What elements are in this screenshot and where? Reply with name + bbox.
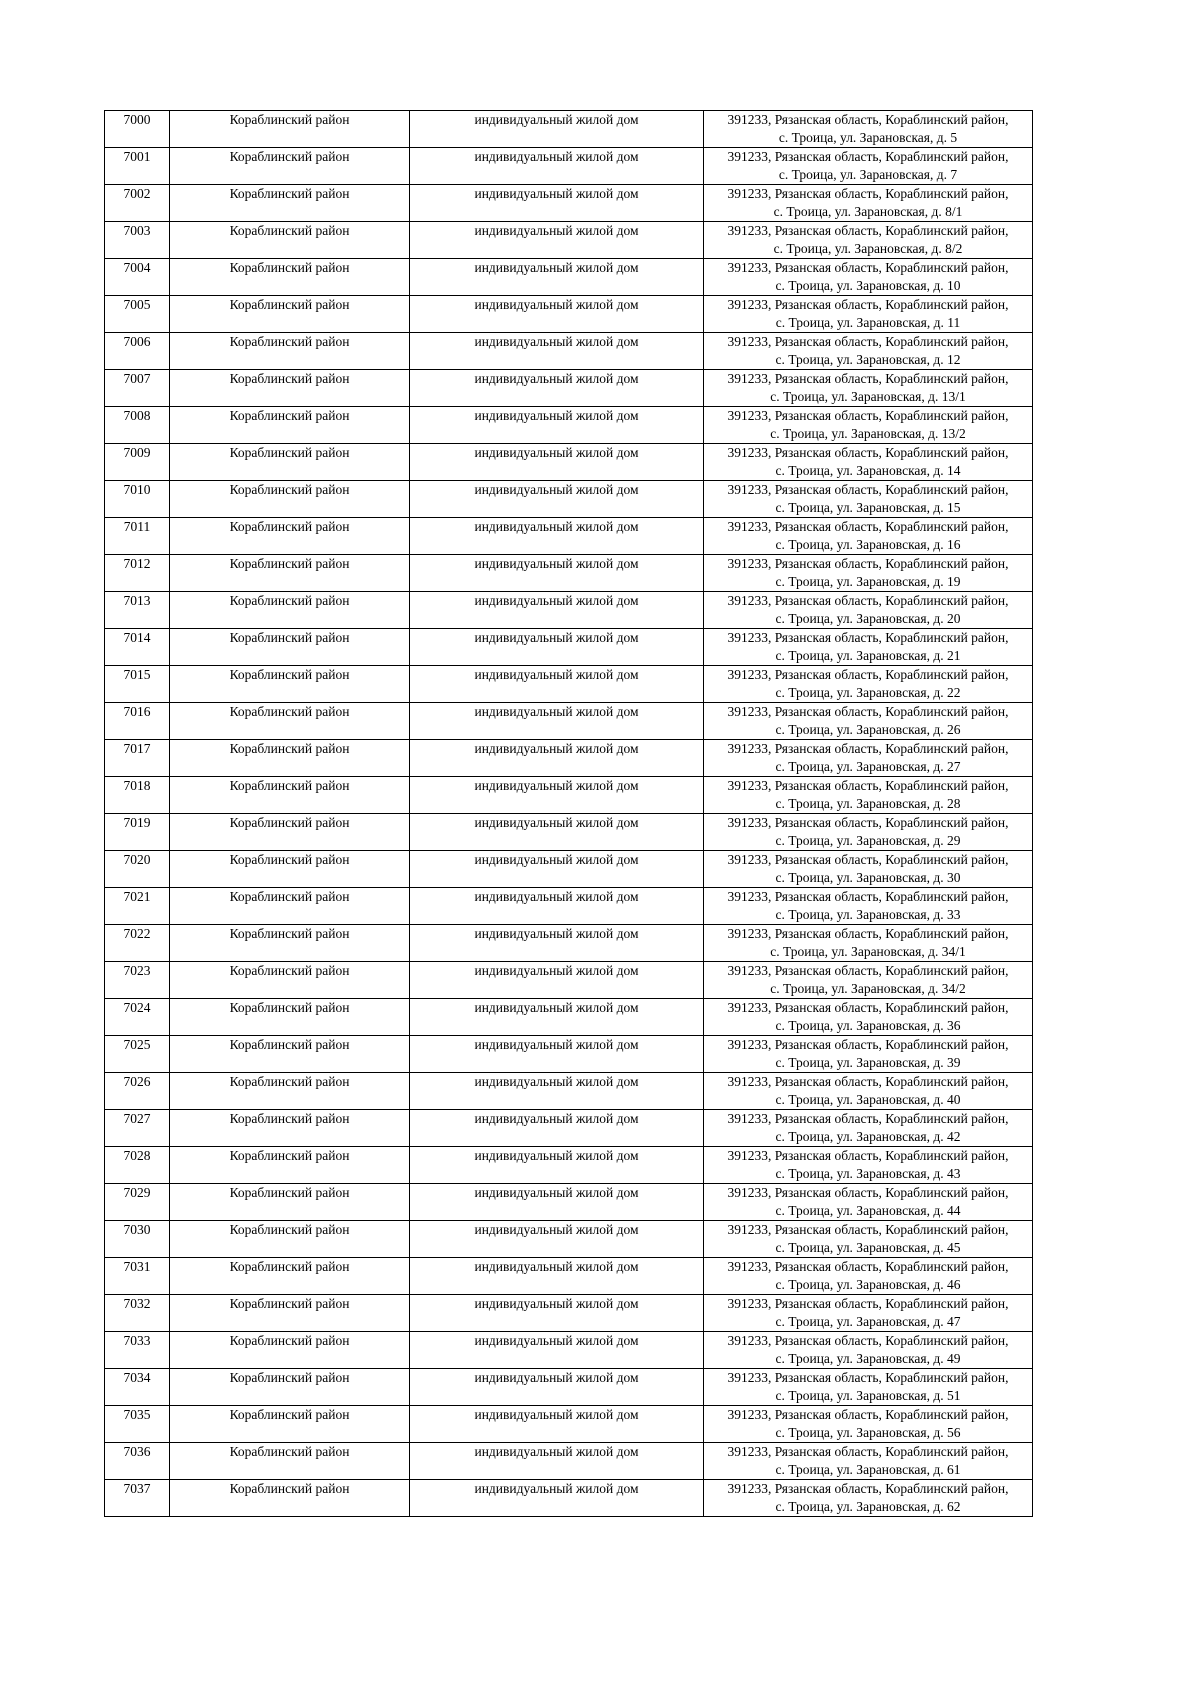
row-district: Кораблинский район (170, 1147, 410, 1184)
row-object-type: индивидуальный жилой дом (410, 1036, 704, 1073)
address-line-1: 391233, Рязанская область, Кораблинский район, (727, 260, 1009, 275)
address-line-2: с. Троица, ул. Зарановская, д. 33 (775, 907, 961, 922)
table-row (105, 222, 1033, 259)
address-line-1: 391233, Рязанская область, Кораблинский район, (727, 1333, 1009, 1348)
table-row (105, 1369, 1033, 1406)
row-district: Кораблинский район (170, 703, 410, 740)
row-object-type: индивидуальный жилой дом (410, 962, 704, 999)
row-address (704, 962, 1033, 999)
row-district: Кораблинский район (170, 148, 410, 185)
row-district: Кораблинский район (170, 629, 410, 666)
row-object-type: индивидуальный жилой дом (410, 444, 704, 481)
row-number: 7029 (105, 1184, 170, 1221)
row-object-type: индивидуальный жилой дом (410, 925, 704, 962)
address-line-1: 391233, Рязанская область, Кораблинский район, (727, 1222, 1009, 1237)
row-district: Кораблинский район (170, 999, 410, 1036)
row-object-type: индивидуальный жилой дом (410, 1073, 704, 1110)
row-number: 7003 (105, 222, 170, 259)
row-address (704, 259, 1033, 296)
row-address (704, 1480, 1033, 1517)
address-line-1: 391233, Рязанская область, Кораблинский район, (727, 1259, 1009, 1274)
table-row (105, 370, 1033, 407)
address-line-1: 391233, Рязанская область, Кораблинский район, (727, 334, 1009, 349)
address-line-1: 391233, Рязанская область, Кораблинский район, (727, 519, 1009, 534)
row-district: Кораблинский район (170, 518, 410, 555)
row-address (704, 888, 1033, 925)
row-number: 7013 (105, 592, 170, 629)
row-number: 7007 (105, 370, 170, 407)
row-number: 7031 (105, 1258, 170, 1295)
address-line-2: с. Троица, ул. Зарановская, д. 56 (775, 1425, 961, 1440)
address-line-2: с. Троица, ул. Зарановская, д. 47 (775, 1314, 961, 1329)
address-line-1: 391233, Рязанская область, Кораблинский район, (727, 1074, 1009, 1089)
row-object-type: индивидуальный жилой дом (410, 259, 704, 296)
row-address (704, 814, 1033, 851)
table-row (105, 851, 1033, 888)
row-number: 7019 (105, 814, 170, 851)
table-row (105, 444, 1033, 481)
row-district: Кораблинский район (170, 555, 410, 592)
row-object-type: индивидуальный жилой дом (410, 481, 704, 518)
row-object-type: индивидуальный жилой дом (410, 1258, 704, 1295)
row-number: 7004 (105, 259, 170, 296)
row-object-type: индивидуальный жилой дом (410, 888, 704, 925)
row-address (704, 777, 1033, 814)
row-address (704, 1332, 1033, 1369)
address-line-1: 391233, Рязанская область, Кораблинский район, (727, 1370, 1009, 1385)
row-district: Кораблинский район (170, 1480, 410, 1517)
row-object-type: индивидуальный жилой дом (410, 148, 704, 185)
row-number: 7026 (105, 1073, 170, 1110)
table-row (105, 148, 1033, 185)
address-line-2: с. Троица, ул. Зарановская, д. 26 (775, 722, 961, 737)
address-line-2: с. Троица, ул. Зарановская, д. 13/1 (770, 389, 966, 404)
row-address (704, 592, 1033, 629)
row-address (704, 111, 1033, 148)
row-object-type: индивидуальный жилой дом (410, 185, 704, 222)
row-district: Кораблинский район (170, 1184, 410, 1221)
address-line-2: с. Троица, ул. Зарановская, д. 21 (775, 648, 961, 663)
row-address (704, 851, 1033, 888)
table-row (105, 1184, 1033, 1221)
row-number: 7017 (105, 740, 170, 777)
table-row (105, 999, 1033, 1036)
table-row (105, 1036, 1033, 1073)
address-line-2: с. Троица, ул. Зарановская, д. 61 (775, 1462, 961, 1477)
row-object-type: индивидуальный жилой дом (410, 1295, 704, 1332)
table-row (105, 666, 1033, 703)
address-line-2: с. Троица, ул. Зарановская, д. 8/2 (773, 241, 963, 256)
address-line-1: 391233, Рязанская область, Кораблинский район, (727, 1148, 1009, 1163)
row-number: 7008 (105, 407, 170, 444)
row-address (704, 1406, 1033, 1443)
address-line-1: 391233, Рязанская область, Кораблинский район, (727, 630, 1009, 645)
row-object-type: индивидуальный жилой дом (410, 555, 704, 592)
address-line-1: 391233, Рязанская область, Кораблинский район, (727, 408, 1009, 423)
table-row (105, 555, 1033, 592)
address-line-2: с. Троица, ул. Зарановская, д. 42 (775, 1129, 961, 1144)
row-object-type: индивидуальный жилой дом (410, 1184, 704, 1221)
table-row (105, 925, 1033, 962)
row-object-type: индивидуальный жилой дом (410, 1369, 704, 1406)
row-object-type: индивидуальный жилой дом (410, 370, 704, 407)
row-district: Кораблинский район (170, 1073, 410, 1110)
address-line-1: 391233, Рязанская область, Кораблинский район, (727, 1111, 1009, 1126)
row-object-type: индивидуальный жилой дом (410, 1221, 704, 1258)
row-number: 7011 (105, 518, 170, 555)
table-row (105, 962, 1033, 999)
row-district: Кораблинский район (170, 962, 410, 999)
row-number: 7020 (105, 851, 170, 888)
row-object-type: индивидуальный жилой дом (410, 703, 704, 740)
row-address (704, 407, 1033, 444)
row-object-type: индивидуальный жилой дом (410, 111, 704, 148)
address-line-1: 391233, Рязанская область, Кораблинский район, (727, 371, 1009, 386)
address-line-1: 391233, Рязанская область, Кораблинский район, (727, 926, 1009, 941)
table-row (105, 111, 1033, 148)
row-number: 7014 (105, 629, 170, 666)
address-line-2: с. Троица, ул. Зарановская, д. 62 (775, 1499, 961, 1514)
row-district: Кораблинский район (170, 888, 410, 925)
row-address (704, 999, 1033, 1036)
address-line-1: 391233, Рязанская область, Кораблинский район, (727, 1444, 1009, 1459)
table-row (105, 481, 1033, 518)
table-row (105, 185, 1033, 222)
address-line-2: с. Троица, ул. Зарановская, д. 7 (778, 167, 958, 182)
row-district: Кораблинский район (170, 814, 410, 851)
row-object-type: индивидуальный жилой дом (410, 296, 704, 333)
table-row (105, 333, 1033, 370)
row-address (704, 333, 1033, 370)
address-line-1: 391233, Рязанская область, Кораблинский район, (727, 297, 1009, 312)
address-line-2: с. Троица, ул. Зарановская, д. 34/1 (770, 944, 966, 959)
address-line-2: с. Троица, ул. Зарановская, д. 34/2 (770, 981, 966, 996)
row-object-type: индивидуальный жилой дом (410, 1332, 704, 1369)
row-district: Кораблинский район (170, 407, 410, 444)
row-district: Кораблинский район (170, 481, 410, 518)
row-number: 7037 (105, 1480, 170, 1517)
row-address (704, 1443, 1033, 1480)
row-address (704, 555, 1033, 592)
address-line-2: с. Троица, ул. Зарановская, д. 19 (775, 574, 961, 589)
row-address (704, 1073, 1033, 1110)
address-line-2: с. Троица, ул. Зарановская, д. 45 (775, 1240, 961, 1255)
address-line-1: 391233, Рязанская область, Кораблинский район, (727, 704, 1009, 719)
row-object-type: индивидуальный жилой дом (410, 740, 704, 777)
row-number: 7021 (105, 888, 170, 925)
row-object-type: индивидуальный жилой дом (410, 1443, 704, 1480)
address-line-1: 391233, Рязанская область, Кораблинский район, (727, 963, 1009, 978)
row-number: 7025 (105, 1036, 170, 1073)
table-row (105, 1443, 1033, 1480)
address-line-1: 391233, Рязанская область, Кораблинский район, (727, 1037, 1009, 1052)
row-number: 7015 (105, 666, 170, 703)
address-line-2: с. Троица, ул. Зарановская, д. 12 (775, 352, 961, 367)
row-address (704, 666, 1033, 703)
address-line-1: 391233, Рязанская область, Кораблинский район, (727, 223, 1009, 238)
row-object-type: индивидуальный жилой дом (410, 777, 704, 814)
row-address (704, 518, 1033, 555)
table-row (105, 518, 1033, 555)
table-row (105, 777, 1033, 814)
address-line-1: 391233, Рязанская область, Кораблинский район, (727, 445, 1009, 460)
address-line-1: 391233, Рязанская область, Кораблинский район, (727, 815, 1009, 830)
row-number: 7033 (105, 1332, 170, 1369)
address-line-1: 391233, Рязанская область, Кораблинский район, (727, 556, 1009, 571)
address-line-2: с. Троица, ул. Зарановская, д. 27 (775, 759, 961, 774)
row-address (704, 296, 1033, 333)
table-row (105, 1480, 1033, 1517)
address-line-2: с. Троица, ул. Зарановская, д. 5 (778, 130, 958, 145)
address-line-1: 391233, Рязанская область, Кораблинский район, (727, 112, 1009, 127)
row-district: Кораблинский район (170, 296, 410, 333)
address-line-1: 391233, Рязанская область, Кораблинский район, (727, 667, 1009, 682)
row-district: Кораблинский район (170, 666, 410, 703)
table-row (105, 259, 1033, 296)
row-object-type: индивидуальный жилой дом (410, 1480, 704, 1517)
row-district: Кораблинский район (170, 1221, 410, 1258)
address-line-1: 391233, Рязанская область, Кораблинский район, (727, 1185, 1009, 1200)
address-line-2: с. Троица, ул. Зарановская, д. 22 (775, 685, 961, 700)
row-address (704, 925, 1033, 962)
address-line-2: с. Троица, ул. Зарановская, д. 30 (775, 870, 961, 885)
row-address (704, 703, 1033, 740)
row-object-type: индивидуальный жилой дом (410, 1110, 704, 1147)
address-line-2: с. Троица, ул. Зарановская, д. 8/1 (773, 204, 963, 219)
address-line-1: 391233, Рязанская область, Кораблинский район, (727, 852, 1009, 867)
address-line-2: с. Троица, ул. Зарановская, д. 15 (775, 500, 961, 515)
address-line-2: с. Троица, ул. Зарановская, д. 13/2 (770, 426, 966, 441)
row-object-type: индивидуальный жилой дом (410, 1147, 704, 1184)
address-line-1: 391233, Рязанская область, Кораблинский район, (727, 593, 1009, 608)
table-row (105, 1147, 1033, 1184)
row-district: Кораблинский район (170, 592, 410, 629)
row-address (704, 1036, 1033, 1073)
row-number: 7016 (105, 703, 170, 740)
row-district: Кораблинский район (170, 222, 410, 259)
table-row (105, 1221, 1033, 1258)
address-line-2: с. Троица, ул. Зарановская, д. 36 (775, 1018, 961, 1033)
row-number: 7030 (105, 1221, 170, 1258)
table-row (105, 888, 1033, 925)
address-line-1: 391233, Рязанская область, Кораблинский район, (727, 1296, 1009, 1311)
row-address (704, 1184, 1033, 1221)
row-address (704, 370, 1033, 407)
row-district: Кораблинский район (170, 1406, 410, 1443)
address-line-1: 391233, Рязанская область, Кораблинский район, (727, 1000, 1009, 1015)
address-line-1: 391233, Рязанская область, Кораблинский район, (727, 741, 1009, 756)
row-district: Кораблинский район (170, 1369, 410, 1406)
table-row (105, 1332, 1033, 1369)
address-line-2: с. Троица, ул. Зарановская, д. 43 (775, 1166, 961, 1181)
row-object-type: индивидуальный жилой дом (410, 999, 704, 1036)
row-object-type: индивидуальный жилой дом (410, 629, 704, 666)
address-line-2: с. Троица, ул. Зарановская, д. 16 (775, 537, 961, 552)
address-line-2: с. Троица, ул. Зарановская, д. 14 (775, 463, 961, 478)
table-row (105, 814, 1033, 851)
row-district: Кораблинский район (170, 1443, 410, 1480)
row-number: 7018 (105, 777, 170, 814)
row-number: 7010 (105, 481, 170, 518)
row-district: Кораблинский район (170, 1295, 410, 1332)
table-row (105, 407, 1033, 444)
row-address (704, 1258, 1033, 1295)
registry-table (104, 110, 1033, 1517)
row-district: Кораблинский район (170, 925, 410, 962)
table-row (105, 703, 1033, 740)
row-district: Кораблинский район (170, 777, 410, 814)
row-number: 7034 (105, 1369, 170, 1406)
row-address (704, 481, 1033, 518)
address-line-2: с. Троица, ул. Зарановская, д. 51 (775, 1388, 961, 1403)
address-line-2: с. Троица, ул. Зарановская, д. 40 (775, 1092, 961, 1107)
row-district: Кораблинский район (170, 111, 410, 148)
row-number: 7022 (105, 925, 170, 962)
row-object-type: индивидуальный жилой дом (410, 666, 704, 703)
address-line-2: с. Троица, ул. Зарановская, д. 44 (775, 1203, 961, 1218)
row-district: Кораблинский район (170, 370, 410, 407)
row-number: 7032 (105, 1295, 170, 1332)
address-line-2: с. Троица, ул. Зарановская, д. 46 (775, 1277, 961, 1292)
row-address (704, 629, 1033, 666)
row-address (704, 1147, 1033, 1184)
row-number: 7023 (105, 962, 170, 999)
table-row (105, 592, 1033, 629)
row-district: Кораблинский район (170, 259, 410, 296)
address-line-1: 391233, Рязанская область, Кораблинский район, (727, 1481, 1009, 1496)
row-address (704, 148, 1033, 185)
row-number: 7006 (105, 333, 170, 370)
table-row (105, 296, 1033, 333)
table-row (105, 1258, 1033, 1295)
row-number: 7009 (105, 444, 170, 481)
row-number: 7024 (105, 999, 170, 1036)
address-line-1: 391233, Рязанская область, Кораблинский район, (727, 778, 1009, 793)
row-number: 7028 (105, 1147, 170, 1184)
row-object-type: индивидуальный жилой дом (410, 592, 704, 629)
row-object-type: индивидуальный жилой дом (410, 1406, 704, 1443)
row-object-type: индивидуальный жилой дом (410, 407, 704, 444)
row-address (704, 444, 1033, 481)
row-number: 7005 (105, 296, 170, 333)
table-row (105, 1073, 1033, 1110)
row-object-type: индивидуальный жилой дом (410, 518, 704, 555)
address-line-1: 391233, Рязанская область, Кораблинский район, (727, 186, 1009, 201)
row-address (704, 185, 1033, 222)
row-number: 7035 (105, 1406, 170, 1443)
address-line-2: с. Троица, ул. Зарановская, д. 49 (775, 1351, 961, 1366)
address-line-2: с. Троица, ул. Зарановская, д. 39 (775, 1055, 961, 1070)
row-district: Кораблинский район (170, 1332, 410, 1369)
address-line-2: с. Троица, ул. Зарановская, д. 11 (775, 315, 961, 330)
row-district: Кораблинский район (170, 444, 410, 481)
row-address (704, 1369, 1033, 1406)
address-line-2: с. Троица, ул. Зарановская, д. 29 (775, 833, 961, 848)
row-object-type: индивидуальный жилой дом (410, 851, 704, 888)
row-object-type: индивидуальный жилой дом (410, 222, 704, 259)
row-district: Кораблинский район (170, 1110, 410, 1147)
row-number: 7000 (105, 111, 170, 148)
address-line-1: 391233, Рязанская область, Кораблинский район, (727, 149, 1009, 164)
address-line-1: 391233, Рязанская область, Кораблинский район, (727, 889, 1009, 904)
table-row (105, 1295, 1033, 1332)
address-line-1: 391233, Рязанская область, Кораблинский район, (727, 482, 1009, 497)
row-object-type: индивидуальный жилой дом (410, 814, 704, 851)
row-district: Кораблинский район (170, 333, 410, 370)
row-district: Кораблинский район (170, 1258, 410, 1295)
row-address (704, 222, 1033, 259)
row-object-type: индивидуальный жилой дом (410, 333, 704, 370)
row-district: Кораблинский район (170, 740, 410, 777)
table-row (105, 740, 1033, 777)
row-address (704, 740, 1033, 777)
row-number: 7027 (105, 1110, 170, 1147)
registry-table-body (105, 111, 1033, 1517)
table-row (105, 629, 1033, 666)
address-line-2: с. Троица, ул. Зарановская, д. 28 (775, 796, 961, 811)
address-line-2: с. Троица, ул. Зарановская, д. 20 (775, 611, 961, 626)
table-row (105, 1406, 1033, 1443)
table-row (105, 1110, 1033, 1147)
address-line-1: 391233, Рязанская область, Кораблинский район, (727, 1407, 1009, 1422)
row-district: Кораблинский район (170, 185, 410, 222)
row-address (704, 1221, 1033, 1258)
row-address (704, 1110, 1033, 1147)
row-number: 7002 (105, 185, 170, 222)
row-address (704, 1295, 1033, 1332)
row-number: 7001 (105, 148, 170, 185)
address-line-2: с. Троица, ул. Зарановская, д. 10 (775, 278, 961, 293)
row-district: Кораблинский район (170, 1036, 410, 1073)
row-number: 7012 (105, 555, 170, 592)
row-district: Кораблинский район (170, 851, 410, 888)
row-number: 7036 (105, 1443, 170, 1480)
